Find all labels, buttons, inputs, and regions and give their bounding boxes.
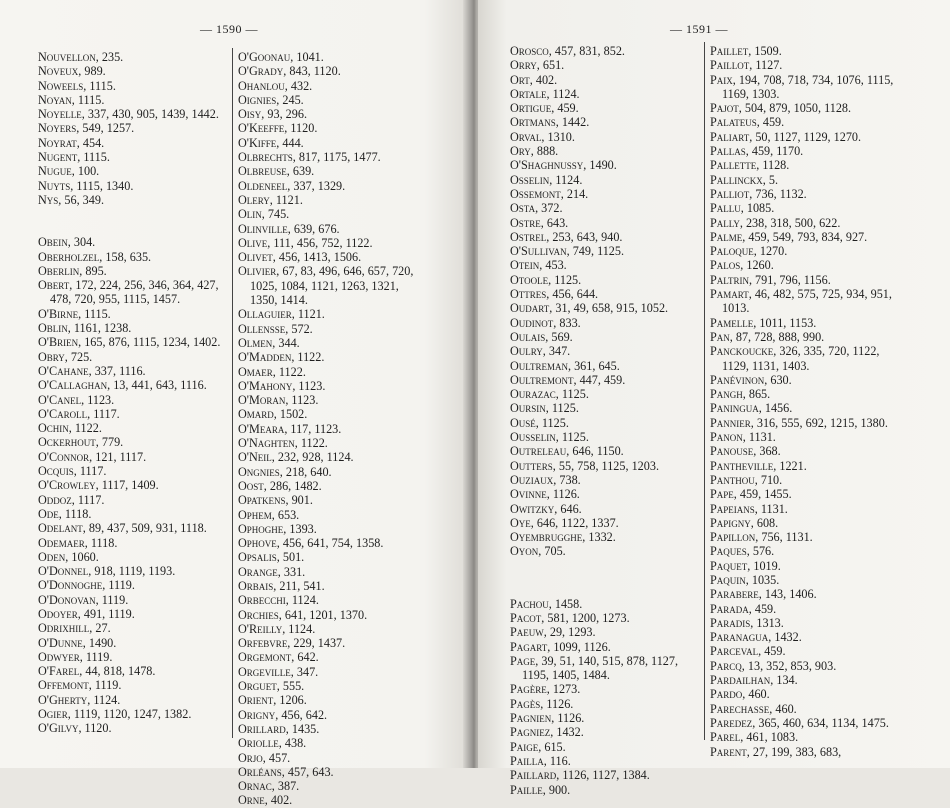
index-entry: Odoyer, 491, 1119. — [38, 606, 135, 621]
index-entry: Pardailhan, 134. — [710, 673, 798, 688]
index-column — [238, 50, 424, 808]
index-entry: Oye, 646, 1122, 1337. — [510, 515, 619, 530]
index-entry: Outters, 55, 758, 1125, 1203. — [510, 458, 659, 473]
page-number: — 1590 — — [200, 22, 258, 36]
index-entry: Otoole, 1125. — [510, 272, 582, 287]
index-entry: Olery, 1121. — [238, 192, 303, 207]
index-entry: Paix, 194, 708, 718, 734, 1076, 1115, 1169, 1303. — [710, 72, 894, 101]
index-entry: Nys, 56, 349. — [38, 192, 105, 207]
index-entry: Palme, 459, 549, 793, 834, 927. — [710, 229, 868, 244]
index-entry: Ollaguier, 1121. — [238, 307, 325, 322]
index-entry: Pan, 87, 728, 888, 990. — [710, 329, 825, 344]
index-entry: Orgeville, 347. — [238, 664, 319, 679]
index-entry: Nugent, 1115. — [38, 150, 110, 165]
index-entry: Paltrin, 791, 796, 1156. — [710, 272, 831, 287]
index-entry: Nuyts, 1115, 1340. — [38, 178, 134, 193]
index-entry: O'Canel, 1123. — [38, 392, 115, 407]
index-column — [710, 44, 896, 759]
index-entry: Pally, 238, 318, 500, 622. — [710, 215, 841, 230]
index-entry: Ossemont, 214. — [510, 186, 589, 201]
index-entry: Noweels, 1115. — [38, 78, 116, 93]
index-entry: Parechasse, 460. — [710, 701, 797, 716]
index-entry: Pagère, 1273. — [510, 682, 581, 697]
index-entry: Otein, 453. — [510, 258, 567, 273]
index-entry: Panckoucke, 326, 335, 720, 1122, 1129, 1131, 1403. — [710, 344, 880, 373]
index-entry: Paques, 576. — [710, 544, 775, 559]
index-entry: Pape, 459, 1455. — [710, 487, 792, 502]
index-entry: Paquin, 1035. — [710, 572, 780, 587]
index-entry: Ousé, 1125. — [510, 415, 569, 430]
index-entry: Ottres, 456, 644. — [510, 287, 599, 302]
index-entry: Paige, 615. — [510, 739, 566, 754]
index-entry: Ohanlou, 432. — [238, 78, 313, 93]
index-entry: Parada, 459. — [710, 601, 777, 616]
index-entry: Pannier, 316, 555, 692, 1215, 1380. — [710, 415, 888, 430]
index-entry: Osselin, 1124. — [510, 172, 583, 187]
index-entry: Ostrel, 253, 643, 940. — [510, 229, 623, 244]
index-entry: Pantheville, 1221. — [710, 458, 807, 473]
index-entry: Nouvellon, 235. — [38, 50, 124, 64]
index-entry: Ocquis, 1117. — [38, 464, 107, 479]
index-entry: Palateus, 459. — [710, 115, 785, 130]
index-entry: Orgemont, 642. — [238, 650, 319, 665]
index-entry: Opatkens, 901. — [238, 493, 313, 508]
index-entry: Ort, 402. — [510, 72, 558, 87]
index-entry: Orosco, 457, 831, 852. — [510, 44, 625, 58]
index-entry: Panouse, 368. — [710, 444, 781, 459]
index-entry: Pallinckx, 5. — [710, 172, 779, 187]
index-entry: Panon, 1131. — [710, 430, 776, 445]
index-entry: Page, 39, 51, 140, 515, 878, 1127, 1195, 1405, 1484. — [510, 653, 679, 683]
index-entry: Paredez, 365, 460, 634, 1134, 1475. — [710, 715, 889, 730]
index-entry: Orange, 331. — [238, 564, 306, 579]
index-entry: Oisy, 93, 296. — [238, 107, 308, 122]
index-entry: Orval, 1310. — [510, 129, 575, 144]
index-column — [510, 44, 698, 797]
section-gap — [510, 559, 698, 597]
index-entry: Obert, 172, 224, 256, 346, 364, 427, 478, 720, 955, 1115, 1457. — [38, 278, 219, 307]
index-entry: Paranagua, 1432. — [710, 630, 802, 645]
index-entry: O'Cahane, 337, 1116. — [38, 363, 146, 378]
index-entry: O'Donnoghe, 1119. — [38, 578, 135, 593]
index-entry: O'Brien, 165, 876, 1115, 1234, 1402. — [38, 335, 221, 350]
index-entry: Oulry, 347. — [510, 344, 571, 359]
index-entry: Noyers, 549, 1257. — [38, 121, 135, 136]
index-entry: Ourazac, 1125. — [510, 387, 589, 402]
index-entry: Oulais, 569. — [510, 329, 573, 344]
index-entry: Odwyer, 1119. — [38, 649, 113, 664]
index-entry: Noveux, 989. — [38, 64, 106, 79]
column-divider — [704, 42, 705, 740]
index-entry: Pamart, 46, 482, 575, 725, 934, 951, 1013. — [710, 287, 892, 316]
index-entry: Owitzky, 646. — [510, 501, 582, 516]
index-entry: Ollensse, 572. — [238, 321, 313, 336]
index-entry: Ory, 888. — [510, 144, 559, 159]
index-entry: Oyon, 705. — [510, 544, 566, 559]
index-entry: O'Goonau, 1041. — [238, 50, 324, 64]
index-entry: Paillet, 1509. — [710, 44, 782, 58]
index-entry: Obry, 725. — [38, 349, 93, 364]
index-entry: Paille, 900. — [510, 782, 571, 797]
index-entry: Pacot, 581, 1200, 1273. — [510, 610, 630, 625]
index-entry: Pailla, 116. — [510, 753, 571, 768]
index-entry: Olbrechts, 817, 1175, 1477. — [238, 150, 381, 165]
index-entry: Ochin, 1122. — [38, 421, 102, 436]
index-entry: Panthou, 710. — [710, 472, 783, 487]
index-entry: Ogier, 1119, 1120, 1247, 1382. — [38, 707, 192, 722]
index-entry: Offemont, 1119. — [38, 678, 122, 693]
index-entry: O'Crowley, 1117, 1409. — [38, 478, 159, 493]
index-entry: Oberholzel, 158, 635. — [38, 249, 152, 264]
index-entry: Palliot, 736, 1132. — [710, 186, 807, 201]
index-entry: Olbreuse, 639. — [238, 164, 315, 179]
index-entry: Olinville, 639, 676. — [238, 221, 340, 236]
index-entry: O'Moran, 1123. — [238, 393, 319, 408]
section-gap — [38, 207, 226, 235]
index-entry: Paliart, 50, 1127, 1129, 1270. — [710, 129, 862, 144]
index-entry: O'Dunne, 1490. — [38, 635, 117, 650]
right-page — [478, 0, 950, 797]
index-entry: Pallas, 459, 1170. — [710, 144, 804, 159]
index-entry: Papigny, 608. — [710, 515, 779, 530]
left-page — [0, 0, 472, 808]
index-entry: Oddoz, 1117. — [38, 492, 105, 507]
index-entry: Oudinot, 833. — [510, 315, 581, 330]
index-entry: Parceval, 459. — [710, 644, 786, 659]
index-entry: Oursin, 1125. — [510, 401, 579, 416]
index-entry: Paquet, 1019. — [710, 558, 781, 573]
index-entry: Origny, 456, 642. — [238, 707, 328, 722]
index-entry: Oblin, 1161, 1238. — [38, 321, 132, 336]
index-entry: Ortale, 1124. — [510, 86, 580, 101]
index-entry: Ongnies, 218, 640. — [238, 464, 332, 479]
index-entry: Nugue, 100. — [38, 164, 100, 179]
index-entry: Opsalis, 501. — [238, 550, 305, 565]
index-entry: Ortmans, 1442. — [510, 115, 590, 130]
index-entry: Olive, 111, 456, 752, 1122. — [238, 235, 373, 250]
index-entry: Oost, 286, 1482. — [238, 478, 322, 493]
index-entry: O'Kiffe, 444. — [238, 135, 304, 150]
index-entry: O'Donnel, 918, 1119, 1193. — [38, 564, 176, 579]
index-entry: Omaer, 1122. — [238, 364, 306, 379]
index-entry: Parent, 27, 199, 383, 683, — [710, 744, 842, 759]
index-entry: Pallu, 1085. — [710, 201, 775, 216]
index-entry: Ockerhout, 779. — [38, 435, 124, 450]
index-entry: Paillard, 1126, 1127, 1384. — [510, 768, 650, 783]
index-entry: Oberlin, 895. — [38, 263, 107, 278]
index-entry: Orry, 651. — [510, 58, 565, 73]
index-entry: Pagart, 1099, 1126. — [510, 639, 611, 654]
index-entry: O'Connor, 121, 1117. — [38, 449, 147, 464]
index-entry: Orchies, 641, 1201, 1370. — [238, 607, 368, 622]
index-entry: Odemaer, 1118. — [38, 535, 118, 550]
index-entry: Parcq, 13, 352, 853, 903. — [710, 658, 837, 673]
index-entry: Pachou, 1458. — [510, 596, 583, 611]
index-entry: Orjo, 457. — [238, 750, 291, 765]
index-entry: Olivet, 456, 1413, 1506. — [238, 250, 362, 265]
index-entry: Palos, 1260. — [710, 258, 774, 273]
index-entry: Ophoghe, 1393. — [238, 521, 317, 536]
index-entry: O'Reilly, 1124. — [238, 621, 316, 636]
index-entry: Olin, 745. — [238, 207, 290, 222]
index-entry: Oriolle, 438. — [238, 736, 307, 751]
index-entry: Paradis, 1313. — [710, 615, 784, 630]
index-entry: Noyelle, 337, 430, 905, 1439, 1442. — [38, 107, 219, 122]
index-entry: Obein, 304. — [38, 235, 96, 250]
index-entry: Paningua, 1456. — [710, 401, 793, 416]
index-entry: Parabere, 143, 1406. — [710, 587, 817, 602]
index-entry: O'Meara, 117, 1123. — [238, 421, 342, 436]
page-number: — 1591 — — [670, 22, 728, 36]
index-entry: Pamelle, 1011, 1153. — [710, 315, 817, 330]
index-entry: Osta, 372. — [510, 201, 563, 216]
index-entry: Orne, 402. — [238, 793, 293, 808]
index-entry: O'Naghten, 1122. — [238, 436, 328, 451]
index-entry: Oden, 1060. — [38, 549, 99, 564]
index-entry: Orillard, 1435. — [238, 721, 320, 736]
index-entry: O'Birne, 1115. — [38, 306, 111, 321]
index-entry: Oultreman, 361, 645. — [510, 358, 620, 373]
index-entry: Ouziaux, 738. — [510, 472, 581, 487]
index-entry: Orient, 1206. — [238, 693, 307, 708]
index-entry: O'Callaghan, 13, 441, 643, 1116. — [38, 378, 207, 393]
index-entry: O'Farel, 44, 818, 1478. — [38, 664, 156, 679]
index-entry: Ode, 1118. — [38, 506, 92, 521]
index-entry: Odrixhill, 27. — [38, 621, 111, 636]
index-entry: Papeians, 1131. — [710, 501, 788, 516]
index-entry: O'Donovan, 1119. — [38, 592, 129, 607]
index-entry: O'Mahony, 1123. — [238, 378, 326, 393]
index-entry: Orléans, 457, 643. — [238, 764, 334, 779]
index-entry: Oignies, 245. — [238, 92, 304, 107]
index-entry: Oldeneel, 337, 1329. — [238, 178, 346, 193]
index-entry: Oudart, 31, 49, 658, 915, 1052. — [510, 301, 669, 316]
index-entry: Noyrat, 454. — [38, 135, 105, 150]
index-entry: Paloque, 1270. — [710, 244, 788, 259]
index-entry: O'Keeffe, 1120. — [238, 121, 318, 136]
index-entry: Ornac, 387. — [238, 779, 300, 794]
index-entry: O'Caroll, 1117. — [38, 406, 120, 421]
index-entry: Panévinon, 630. — [710, 372, 792, 387]
index-entry: Ostre, 643. — [510, 215, 569, 230]
index-entry: O'Madden, 1122. — [238, 350, 325, 365]
index-entry: Pagès, 1126. — [510, 696, 574, 711]
index-entry: O'Shaghnussy, 1490. — [510, 158, 617, 173]
index-entry: Orfebvre, 229, 1437. — [238, 636, 346, 651]
index-entry: Olmen, 344. — [238, 335, 300, 350]
column-divider — [232, 48, 233, 738]
index-entry: O'Gilvy, 1120. — [38, 721, 112, 736]
index-entry: Ophove, 456, 641, 754, 1358. — [238, 536, 384, 551]
index-entry: Pangh, 865. — [710, 387, 771, 402]
index-entry: Paeuw, 29, 1293. — [510, 625, 596, 640]
index-entry: Pagniez, 1432. — [510, 725, 584, 740]
index-entry: O'Gherty, 1124. — [38, 692, 121, 707]
index-entry: Odelant, 89, 437, 509, 931, 1118. — [38, 521, 207, 536]
index-entry: Noyan, 1115. — [38, 92, 105, 107]
index-entry: Orbais, 211, 541. — [238, 578, 325, 593]
index-entry: Parel, 461, 1083. — [710, 730, 799, 745]
index-entry: Outreleau, 646, 1150. — [510, 444, 624, 459]
index-entry: Paillot, 1127. — [710, 58, 783, 73]
index-entry: O'Grady, 843, 1120. — [238, 64, 341, 79]
index-column — [38, 50, 226, 736]
index-entry: Ortigue, 459. — [510, 101, 579, 116]
index-entry: Papillon, 756, 1131. — [710, 530, 813, 545]
index-entry: Oultremont, 447, 459. — [510, 372, 626, 387]
index-entry: Pardo, 460. — [710, 687, 770, 702]
index-entry: Olivier, 67, 83, 496, 646, 657, 720, 1025, 1084, 1121, 1263, 1321, 1350, 1414. — [238, 264, 414, 308]
index-entry: Pallette, 1128. — [710, 158, 790, 173]
index-entry: Orguet, 555. — [238, 679, 305, 694]
index-entry: Ousselin, 1125. — [510, 430, 589, 445]
index-entry: O'Sullivan, 749, 1125. — [510, 244, 625, 259]
index-entry: Oyembrugghe, 1332. — [510, 530, 616, 545]
index-entry: Pajot, 504, 879, 1050, 1128. — [710, 101, 852, 116]
index-entry: Pagnien, 1126. — [510, 711, 585, 726]
index-entry: Orbecchi, 1124. — [238, 593, 319, 608]
index-entry: Ovinne, 1126. — [510, 487, 580, 502]
index-entry: O'Neil, 232, 928, 1124. — [238, 450, 354, 465]
index-entry: Omard, 1502. — [238, 407, 308, 422]
index-entry: Ophem, 653. — [238, 507, 300, 522]
